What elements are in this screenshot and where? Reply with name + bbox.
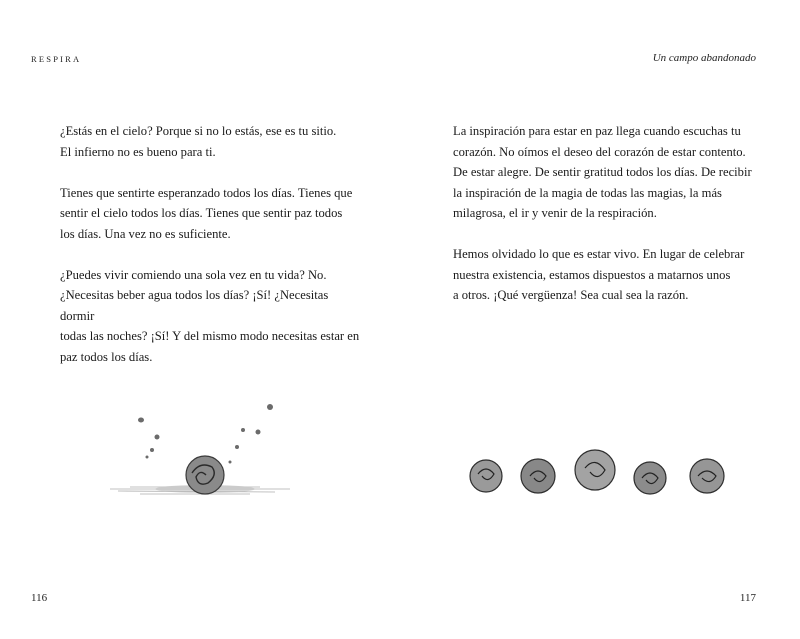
- rolling-ball-illustration: [100, 395, 300, 515]
- page-number: 117: [739, 592, 756, 604]
- left-body-text: [60, 121, 360, 388]
- right-body-text: [453, 121, 773, 326]
- ball-sequence-illustration: [460, 440, 760, 510]
- paragraph: La inspiración para estar en paz llega cuando escuchas tu corazón. No oímos el deseo del corazón de estar contento. De estar alegre. De sentir gratitud todos los días. De recibir la inspiración de la magia de todas las magias, la más milagrosa, el ir y venir de la respiración.: [453, 124, 752, 220]
- running-head-left: RESPIRA: [31, 54, 82, 64]
- running-head-right: Un campo abandonado: [652, 52, 756, 64]
- paragraph: Tienes que sentirte esperanzado todos los días. Tienes que sentir el cielo todos los días. Tienes que sentir paz todos los días. Una vez no es suficiente.: [60, 185, 353, 241]
- paragraph: Hemos olvidado lo que es estar vivo. En lugar de celebrar nuestra existencia, estamos dispuestos a matarnos unos a otros. ¡Qué vergüenza! Sea cual sea la razón.: [453, 247, 745, 302]
- paragraph: ¿Puedes vivir comiendo una sola vez en tu vida? No. ¿Necesitas beber agua todos los días? ¡Sí! ¿Necesitas dormir todas las noches? ¡Sí! Y del mismo modo necesitas estar en paz todos los días.: [60, 267, 360, 364]
- page-number: 116: [31, 592, 48, 604]
- paragraph: ¿Estás en el cielo? Porque si no lo estás, ese es tu sitio. El infierno no es bueno para ti.: [60, 124, 337, 159]
- right-page: [400, 0, 800, 639]
